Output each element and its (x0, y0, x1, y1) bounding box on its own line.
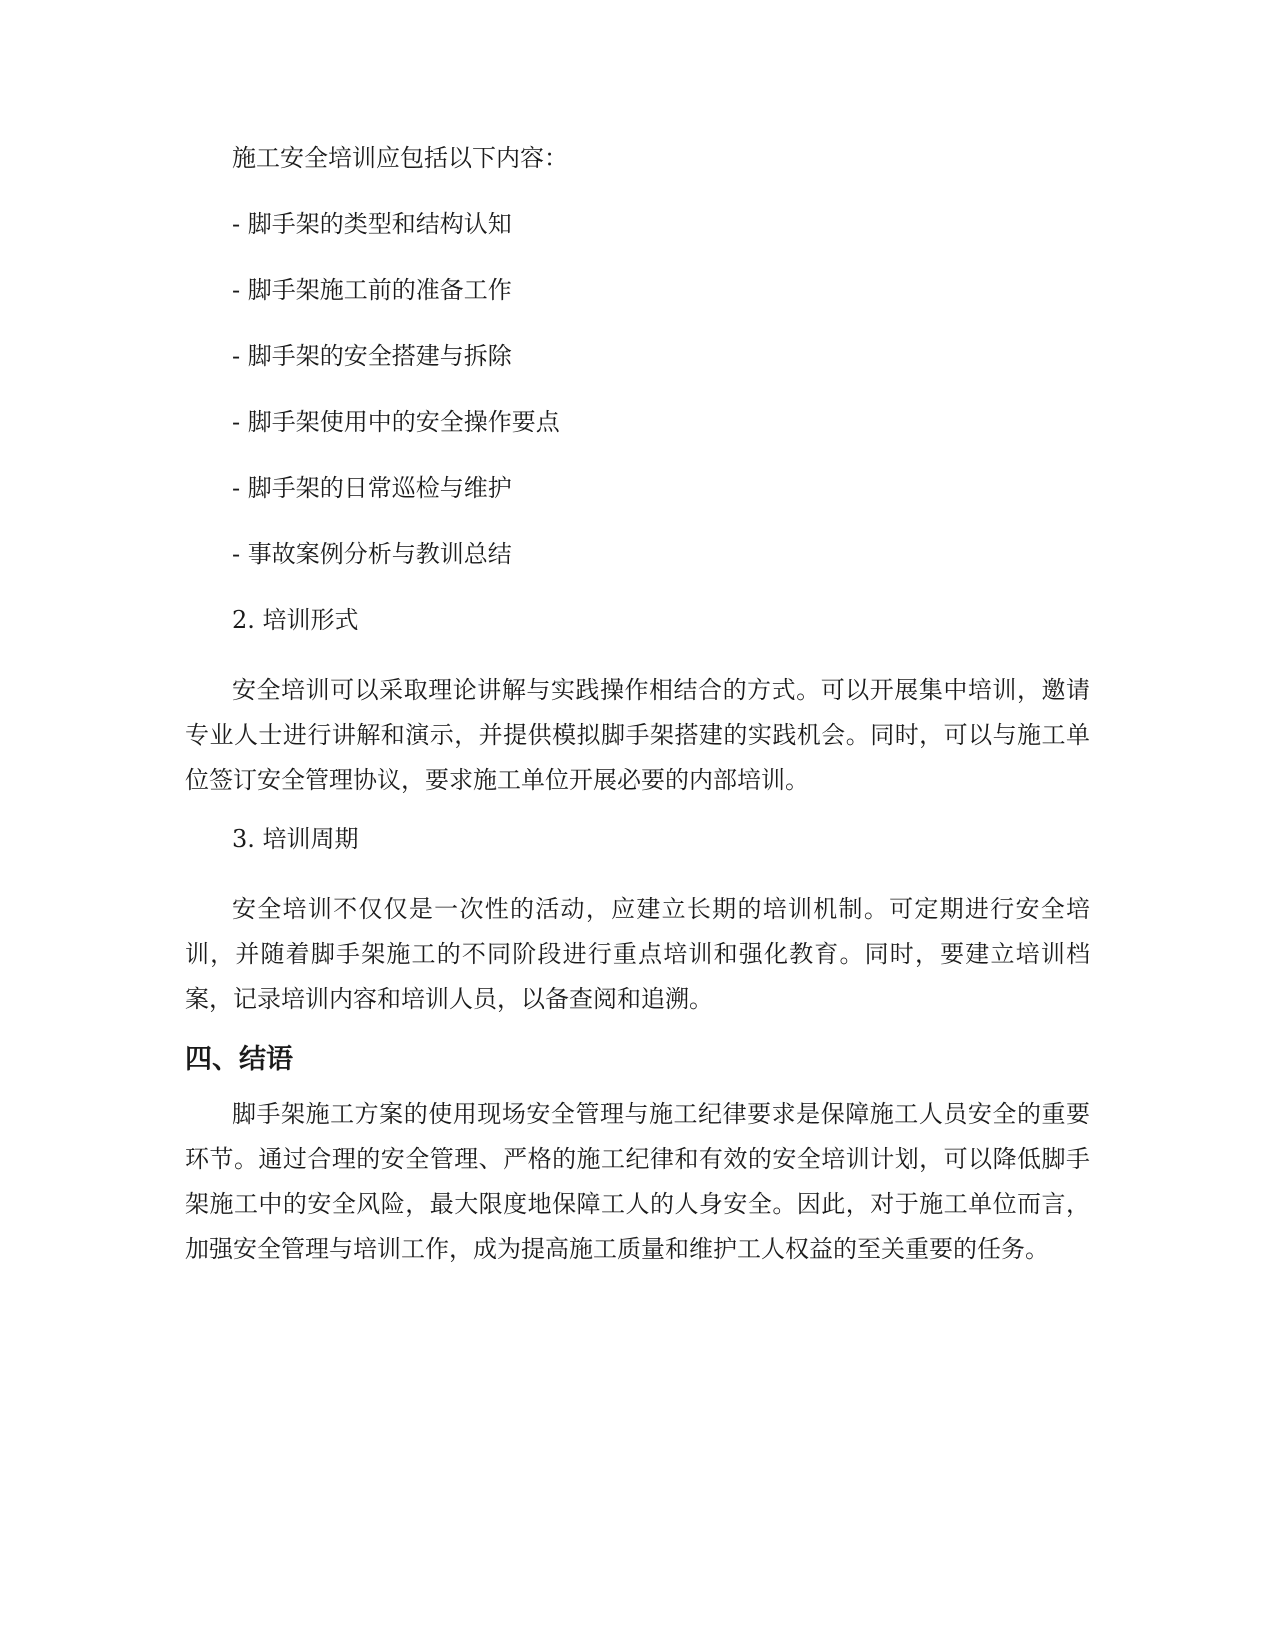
paragraph-training-form: 安全培训可以采取理论讲解与实践操作相结合的方式。可以开展集中培训，邀请专业人士进行讲解和演示，并提供模拟脚手架搭建的实践机会。同时，可以与施工单位签订安全管理协议，要求施工单位开展必要的内部培训。 (185, 676, 1090, 794)
document-content (185, 140, 1090, 1290)
paragraph-training-period: 安全培训不仅仅是一次性的活动，应建立长期的培训机制。可定期进行安全培训，并随着脚手架施工的不同阶段进行重点培训和强化教育。同时，要建立培训档案，记录培训内容和培训人员，以备查阅和追溯。 (185, 895, 1090, 1013)
list-item: - 脚手架使用中的安全操作要点 (232, 408, 560, 436)
training-content-list (185, 206, 1090, 572)
list-item: - 脚手架的安全搭建与拆除 (232, 342, 512, 370)
section-title-training-form: 2. 培训形式 (232, 606, 359, 634)
list-item: - 脚手架的类型和结构认知 (232, 210, 512, 238)
list-item: - 脚手架施工前的准备工作 (232, 276, 512, 304)
section-title-training-period: 3. 培训周期 (232, 825, 359, 853)
intro-text: 施工安全培训应包括以下内容： (232, 144, 568, 172)
paragraph-conclusion: 脚手架施工方案的使用现场安全管理与施工纪律要求是保障施工人员安全的重要环节。通过合理的安全管理、严格的施工纪律和有效的安全培训计划，可以降低脚手架施工中的安全风险，最大限度地保障工人的人身安全。因此，对于施工单位而言，加强安全管理与培训工作，成为提高施工质量和维护工人权益的至关重要的任务。 (185, 1100, 1090, 1263)
list-item: - 脚手架的日常巡检与维护 (232, 474, 512, 502)
heading-conclusion: 四、结语 (185, 1044, 293, 1075)
list-item: - 事故案例分析与教训总结 (232, 540, 512, 568)
